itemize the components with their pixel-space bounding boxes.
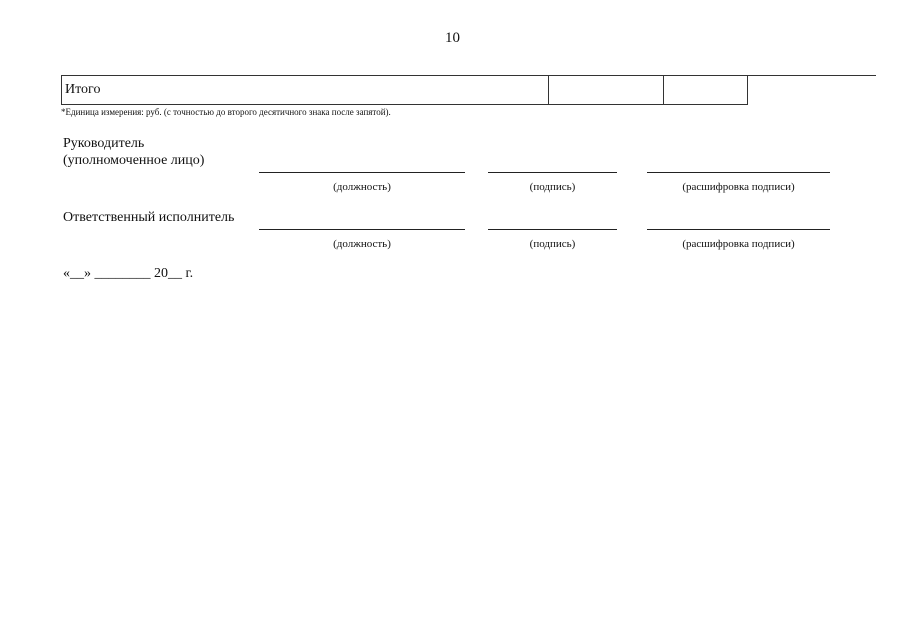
table-row	[62, 76, 877, 105]
head-label: Руководитель	[63, 136, 145, 151]
head-label-sub: (уполномоченное лицо)	[63, 153, 205, 168]
head-signature-line	[488, 172, 617, 173]
total-label-cell: Итого	[62, 76, 549, 105]
page-number: 10	[445, 30, 460, 46]
signature-caption: (подпись)	[529, 181, 576, 193]
total-table	[61, 75, 876, 105]
total-value-cell	[748, 76, 877, 105]
position-caption: (должность)	[333, 181, 391, 193]
decoding-caption: (расшифровка подписи)	[682, 238, 795, 250]
executor-signature-line	[488, 229, 617, 230]
date-line: «__» ________ 20__ г.	[63, 266, 194, 281]
signature-caption: (подпись)	[529, 238, 576, 250]
head-decoding-line	[647, 172, 830, 173]
position-caption: (должность)	[333, 238, 391, 250]
total-value-cell	[549, 76, 664, 105]
executor-decoding-line	[647, 229, 830, 230]
decoding-caption: (расшифровка подписи)	[682, 181, 795, 193]
head-position-line	[259, 172, 465, 173]
executor-position-line	[259, 229, 465, 230]
footnote: *Единица измерения: руб. (с точностью до второго десятичного знака после запятой).	[61, 107, 391, 117]
executor-label: Ответственный исполнитель	[63, 210, 235, 225]
total-value-cell	[664, 76, 748, 105]
